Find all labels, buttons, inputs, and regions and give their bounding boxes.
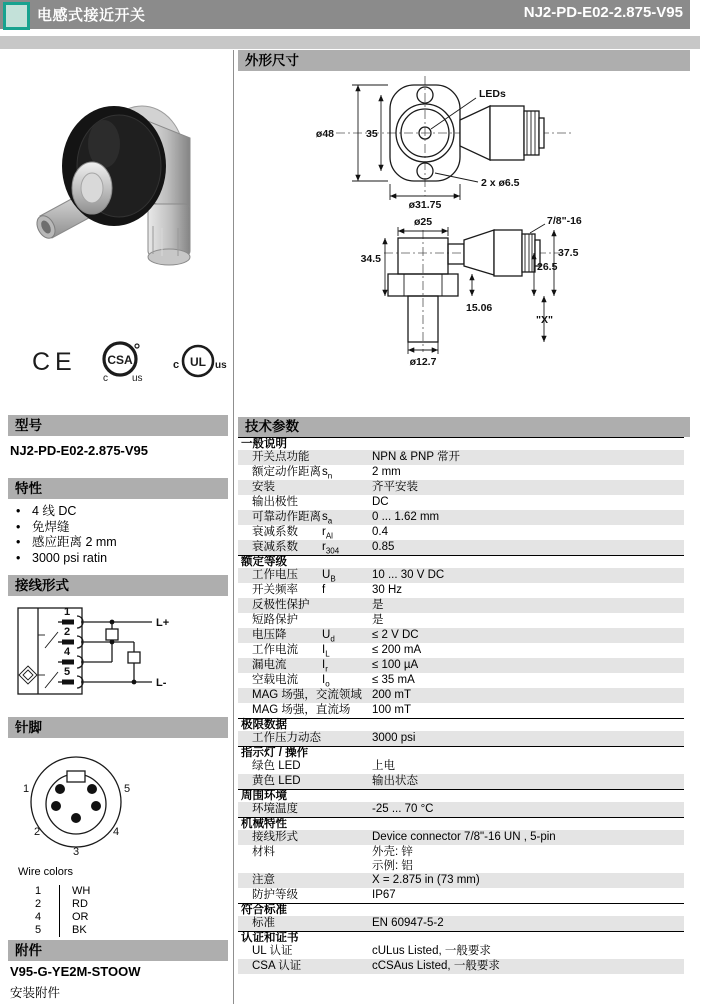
spec-row — [238, 450, 684, 465]
spec-value: Device connector 7/8"-16 UN , 5-pin — [372, 831, 556, 843]
spec-group-header: 指示灯 / 操作 — [238, 746, 684, 759]
spec-row — [238, 510, 684, 525]
spec-label: 输出极性 — [252, 496, 298, 508]
spec-value: 上电 — [372, 760, 395, 772]
spec-value: 10 ... 30 V DC — [372, 569, 445, 581]
spec-row — [238, 759, 684, 774]
feature-item: • 3000 psi ratin — [12, 551, 117, 567]
spec-group-header: 机械特性 — [238, 817, 684, 830]
spec-value: 是 — [372, 599, 384, 611]
spec-row — [238, 830, 684, 845]
svg-text:us: us — [131, 373, 143, 384]
svg-text:5: 5 — [64, 666, 71, 678]
spec-row — [238, 774, 684, 789]
wire-table-divider — [59, 911, 72, 924]
spec-symbol: $I_L$ — [322, 644, 330, 659]
svg-text:34.5: 34.5 — [360, 253, 381, 265]
spec-value: 3000 psi — [372, 732, 416, 744]
pinout-diagram — [10, 745, 142, 863]
section-pins: 针脚 — [8, 717, 228, 738]
svg-text:15.06: 15.06 — [466, 302, 493, 314]
svg-text:3: 3 — [73, 846, 80, 858]
spec-row — [238, 613, 684, 628]
spec-label: 开关点功能 — [252, 451, 310, 463]
spec-row — [238, 568, 684, 583]
spec-row — [238, 845, 684, 873]
spec-value: 0 ... 1.62 mm — [372, 511, 440, 523]
wire-pin-number: 1 — [34, 885, 42, 897]
spec-group-header: 额定等级 — [238, 555, 684, 568]
spec-value: 0.4 — [372, 526, 388, 538]
spec-row — [238, 688, 684, 703]
spec-row — [238, 643, 684, 658]
svg-text:2: 2 — [64, 626, 71, 638]
spec-row — [238, 731, 684, 746]
spec-row — [238, 495, 684, 510]
spec-row — [238, 525, 684, 540]
spec-value: ≤ 100 µA — [372, 659, 419, 671]
spec-label: 注意 — [252, 874, 275, 886]
brand-icon — [3, 2, 30, 30]
wiring-diagram — [12, 602, 182, 702]
csa-mark — [90, 337, 152, 387]
spec-symbol: $U_d$ — [322, 629, 335, 644]
spec-value: IP67 — [372, 889, 396, 901]
spec-value: 30 Hz — [372, 584, 403, 596]
feature-item: • 感应距离 2 mm — [12, 535, 117, 551]
svg-text:4: 4 — [64, 646, 71, 658]
spec-value: ≤ 200 mA — [372, 644, 422, 656]
accessory-model: V95-G-YE2M-STOOW — [10, 964, 141, 979]
svg-text:c: c — [172, 359, 179, 371]
spec-symbol: $U_B$ — [322, 569, 336, 584]
spec-label: 工作电流 — [252, 644, 298, 656]
svg-text:1: 1 — [23, 783, 30, 795]
wire-pin-number: 4 — [34, 911, 42, 923]
product-type-title: 电感式接近开关 — [37, 7, 146, 24]
spec-value: cCSAus Listed, 一般要求 — [372, 960, 500, 972]
wire-colors-title: Wire colors — [18, 866, 74, 878]
spec-row — [238, 628, 684, 643]
spec-group-header: 认证和证书 — [238, 931, 684, 944]
section-accessories: 附件 — [8, 940, 228, 961]
spec-label: 工作压力动态 — [252, 732, 321, 744]
spec-value: -25 ... 70 °C — [372, 803, 434, 815]
spec-symbol: $r_{304}$ — [322, 541, 340, 556]
model-number: NJ2-PD-E02-2.875-V95 — [10, 443, 149, 458]
spec-label: 可靠动作距离 — [252, 511, 321, 523]
spec-label: MAG 场强，交流领域 — [252, 689, 362, 701]
certification-logos — [32, 334, 231, 390]
spec-row — [238, 703, 684, 718]
spec-label: 额定动作距离 — [252, 466, 321, 478]
section-features: 特性 — [8, 478, 228, 499]
spec-group-header: 周围环境 — [238, 789, 684, 802]
section-tech-params: 技术参数 — [238, 417, 690, 437]
ce-mark: CE — [32, 347, 77, 376]
spec-row — [238, 802, 684, 817]
wire-pin-number: 5 — [34, 924, 42, 936]
wire-color-code: OR — [72, 911, 89, 923]
spec-symbol: $I_r$ — [322, 659, 328, 674]
spec-label: 反极性保护 — [252, 599, 310, 611]
spec-row — [238, 916, 684, 931]
spec-value: NPN & PNP 常开 — [372, 451, 460, 463]
spec-value: 2 mm — [372, 466, 401, 478]
spec-label: 工作电压 — [252, 569, 298, 581]
spec-symbol: $r_{Al}$ — [322, 526, 333, 541]
spec-value: ≤ 35 mA — [372, 674, 415, 686]
dimension-drawing — [238, 72, 690, 414]
wire-table-divider — [59, 898, 72, 911]
spec-label: 衰减系数 — [252, 541, 298, 553]
spec-label: 标准 — [252, 917, 275, 929]
svg-text:35: 35 — [366, 128, 378, 140]
spec-value: cULus Listed, 一般要求 — [372, 945, 491, 957]
svg-text:ø48: ø48 — [315, 128, 334, 140]
spec-label: 空载电流 — [252, 674, 298, 686]
spec-group-header: 极限数据 — [238, 718, 684, 731]
svg-text:37.5: 37.5 — [558, 247, 579, 259]
spec-row — [238, 540, 684, 555]
wire-color-row — [30, 898, 90, 911]
wire-color-row — [30, 924, 90, 937]
feature-item: • 免焊缝 — [12, 520, 117, 536]
spec-value: 是 — [372, 614, 384, 626]
column-divider — [233, 50, 234, 1004]
spec-row — [238, 673, 684, 688]
spec-label: 绿色 LED — [252, 760, 301, 772]
spec-group-header: 一般说明 — [238, 437, 684, 450]
accessory-description: 安装附件 — [10, 986, 61, 1000]
svg-text:26.5: 26.5 — [537, 261, 558, 273]
spec-symbol: $s_n$ — [322, 466, 333, 481]
spec-label: 短路保护 — [252, 614, 298, 626]
spec-symbol: $s_a$ — [322, 511, 333, 526]
svg-text:5: 5 — [124, 783, 131, 795]
spec-value: ≤ 2 V DC — [372, 629, 419, 641]
spec-label: UL 认证 — [252, 945, 293, 957]
spec-group-header: 符合标准 — [238, 903, 684, 916]
spec-row — [238, 888, 684, 903]
features-list — [12, 504, 117, 566]
svg-text:ø12.7: ø12.7 — [409, 356, 437, 368]
tech-parameters-table — [238, 437, 684, 974]
wire-colors-table — [30, 885, 90, 937]
spec-label: 安装 — [252, 481, 275, 493]
svg-text:c: c — [102, 373, 108, 384]
svg-text:1: 1 — [64, 606, 71, 618]
wire-color-code: BK — [72, 924, 87, 936]
spec-value: X = 2.875 in (73 mm) — [372, 874, 480, 886]
svg-text:LEDs: LEDs — [479, 88, 506, 100]
wire-color-row — [30, 911, 90, 924]
spec-label: 材料 — [252, 846, 275, 858]
spec-value: 100 mT — [372, 704, 411, 716]
feature-item: • 4 线 DC — [12, 504, 117, 520]
svg-text:L+: L+ — [156, 617, 170, 629]
spec-value: 输出状态 — [372, 775, 418, 787]
wire-table-divider — [59, 924, 72, 937]
spec-label: 黄色 LED — [252, 775, 301, 787]
spec-value: 0.85 — [372, 541, 395, 553]
spec-symbol: $I_o$ — [322, 674, 330, 689]
svg-text:ø25: ø25 — [413, 216, 433, 228]
top-header-bar — [0, 0, 690, 29]
spec-row — [238, 959, 684, 974]
spec-label: 电压降 — [252, 629, 287, 641]
wire-pin-number: 2 — [34, 898, 42, 910]
wire-color-code: WH — [72, 885, 91, 897]
spec-label: 漏电流 — [252, 659, 287, 671]
svg-text:ø31.75: ø31.75 — [408, 199, 442, 211]
spec-row — [238, 480, 684, 495]
header-model-number: NJ2-PD-E02-2.875-V95 — [523, 4, 683, 21]
spec-value: EN 60947-5-2 — [372, 917, 444, 929]
spec-row — [238, 598, 684, 613]
section-dimensions: 外形尺寸 — [238, 50, 690, 71]
svg-text:2 x ø6.5: 2 x ø6.5 — [481, 177, 520, 189]
spec-row — [238, 658, 684, 673]
spec-label: CSA 认证 — [252, 960, 302, 972]
spec-value: 外壳: 锌 示例: 铝 — [372, 846, 413, 872]
spec-value: DC — [372, 496, 389, 508]
svg-text:us: us — [214, 360, 227, 371]
spec-row — [238, 465, 684, 480]
svg-text:CSA: CSA — [107, 353, 133, 367]
wire-table-divider — [59, 885, 72, 898]
spec-row — [238, 583, 684, 598]
wire-color-code: RD — [72, 898, 88, 910]
svg-text:UL: UL — [189, 355, 206, 369]
ul-mark — [165, 341, 231, 383]
spec-symbol: f — [322, 584, 326, 596]
spec-label: 防护等级 — [252, 889, 298, 901]
wire-color-row — [30, 885, 90, 898]
spec-value: 200 mT — [372, 689, 411, 701]
spec-label: MAG 场强，直流场 — [252, 704, 351, 716]
spec-label: 接线形式 — [252, 831, 298, 843]
svg-text:7/8"-16: 7/8"-16 — [547, 215, 582, 227]
spec-label: 开关频率 — [252, 584, 298, 596]
spec-label: 环境温度 — [252, 803, 298, 815]
section-connection: 接线形式 — [8, 575, 228, 596]
svg-text:L-: L- — [156, 677, 167, 689]
header-accent-bar — [0, 36, 700, 49]
spec-row — [238, 873, 684, 888]
svg-text:"X": "X" — [536, 314, 553, 326]
spec-row — [238, 944, 684, 959]
svg-text:2: 2 — [34, 826, 41, 838]
spec-label: 衰减系数 — [252, 526, 298, 538]
spec-value: 齐平安装 — [372, 481, 418, 493]
svg-text:4: 4 — [113, 826, 120, 838]
product-photo — [22, 66, 210, 312]
section-model: 型号 — [8, 415, 228, 436]
